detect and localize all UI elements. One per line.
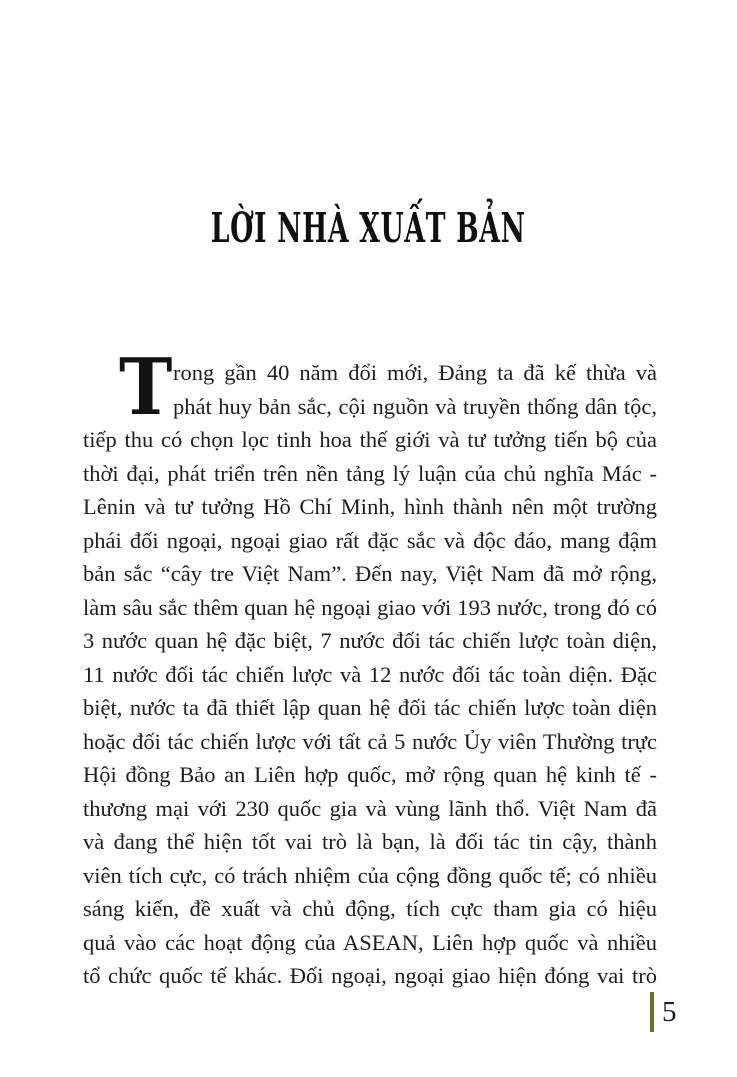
text-line: và đang thể hiện tốt vai trò là bạn, là đối tác tin cậy, thành xyxy=(83,829,657,854)
drop-cap-letter: T xyxy=(119,342,173,433)
text-line: làm sâu sắc thêm quan hệ ngoại giao với 193 nước, trong đó có xyxy=(83,594,657,620)
text-line: thương mại với 230 quốc gia và vùng lãnh thổ. Việt Nam đã xyxy=(83,795,657,821)
text-line: 3 nước quan hệ đặc biệt, 7 nước đối tác chiến lược toàn diện, xyxy=(83,628,657,653)
text-line: Lênin và tư tưởng Hồ Chí Minh, hình thành nên một trường xyxy=(83,494,657,519)
text-line: biệt, nước ta đã thiết lập quan hệ đối tác chiến lược toàn diện xyxy=(83,695,657,720)
text-line: tổ chức quốc tế khác. Đối ngoại, ngoại giao hiện đóng vai trò xyxy=(83,963,657,988)
drop-cap xyxy=(119,342,173,433)
text-line: thời đại, phát triển trên nền tảng lý luận của chủ nghĩa Mác - xyxy=(83,460,657,486)
text-line: bản sắc “cây tre Việt Nam”. Đến nay, Việt Nam đã mở rộng, xyxy=(83,561,657,586)
page-number: 5 xyxy=(662,996,677,1028)
page-number-rule xyxy=(650,992,654,1032)
title-row xyxy=(0,206,737,250)
text-line: quả vào các hoạt động của ASEAN, Liên hợp quốc và nhiều xyxy=(83,929,657,955)
text-line: viên tích cực, có trách nhiệm của cộng đồng quốc tế; có nhiều xyxy=(83,862,657,888)
page-title: LỜI NHÀ XUẤT BẢN xyxy=(211,204,526,252)
text-line: hoặc đối tác chiến lược với tất cả 5 nước Ủy viên Thường trực xyxy=(83,728,657,754)
text-line: phát huy bản sắc, cội nguồn và truyền thống dân tộc, xyxy=(173,393,657,419)
text-line: phái đối ngoại, ngoại giao rất đặc sắc và độc đáo, mang đậm xyxy=(83,527,657,553)
text-line: 11 nước đối tác chiến lược và 12 nước đối tác toàn diện. Đặc xyxy=(83,661,657,687)
text-line: sáng kiến, đề xuất và chủ động, tích cực tham gia có hiệu xyxy=(83,896,657,921)
paragraph xyxy=(83,342,657,993)
text-line: Hội đồng Bảo an Liên hợp quốc, mở rộng quan hệ kinh tế - xyxy=(83,762,657,787)
page-footer xyxy=(650,992,677,1032)
text-line: rong gần 40 năm đổi mới, Đảng ta đã kế thừa và xyxy=(173,360,657,385)
text-line: tiếp thu có chọn lọc tinh hoa thế giới và tư tưởng tiến bộ của xyxy=(83,427,657,452)
